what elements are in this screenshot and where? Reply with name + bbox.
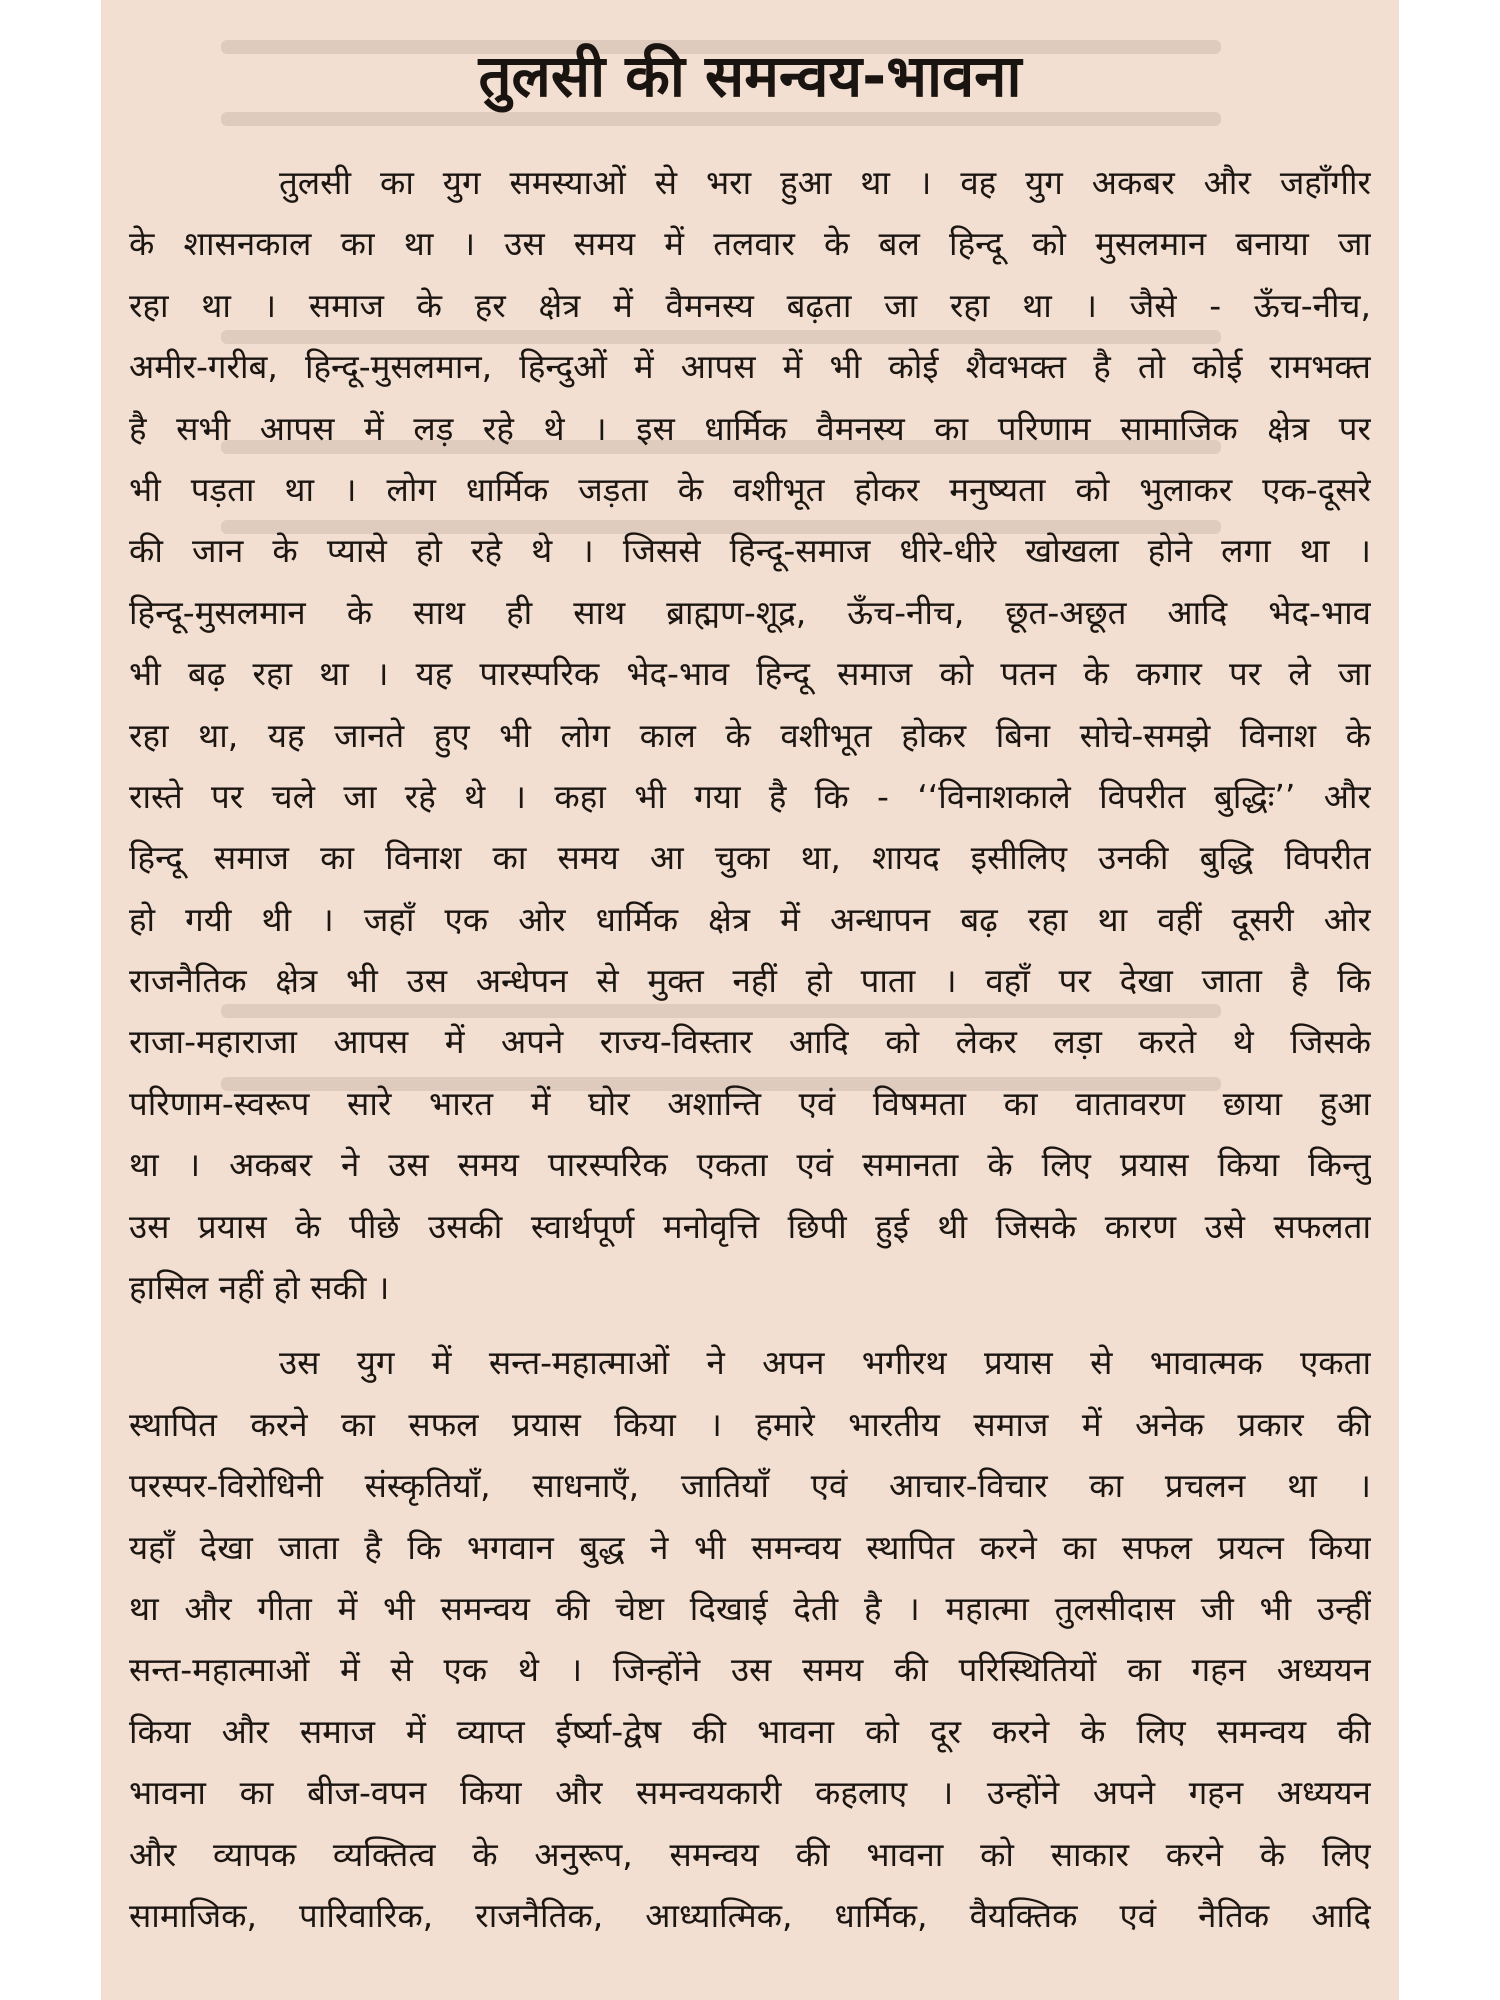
text-line: भी बढ़ रहा था । यह पारस्परिक भेद-भाव हिन्दू समाज को पतन के कगार पर ले जा: [129, 654, 1371, 694]
text-line: स्थापित करने का सफल प्रयास किया । हमारे भारतीय समाज में अनेक प्रकार की: [129, 1404, 1371, 1444]
text-line: था । अकबर ने उस समय पारस्परिक एकता एवं समानता के लिए प्रयास किया किन्तु: [129, 1145, 1371, 1185]
text-line: रहा था । समाज के हर क्षेत्र में वैमनस्य बढ़ता जा रहा था । जैसे - ऊँच-नीच,: [129, 285, 1371, 325]
text-line: परिणाम-स्वरूप सारे भारत में घोर अशान्ति एवं विषमता का वातावरण छाया हुआ: [129, 1083, 1371, 1123]
text-line: की जान के प्यासे हो रहे थे । जिससे हिन्दू-समाज धीरे-धीरे खोखला होने लगा था ।: [129, 531, 1371, 571]
text-line: यहाँ देखा जाता है कि भगवान बुद्ध ने भी समन्वय स्थापित करने का सफल प्रयत्न किया: [129, 1527, 1371, 1567]
text-line: सन्त-महात्माओं में से एक थे । जिन्होंने उस समय की परिस्थितियों का गहन अध्ययन: [129, 1650, 1371, 1690]
text-line: परस्पर-विरोधिनी संस्कृतियाँ, साधनाएँ, जातियाँ एवं आचार-विचार का प्रचलन था ।: [129, 1466, 1371, 1506]
text-line: तुलसी का युग समस्याओं से भरा हुआ था । वह युग अकबर और जहाँगीर: [279, 163, 1371, 202]
text-line: हिन्दू-मुसलमान के साथ ही साथ ब्राह्मण-शूद्र, ऊँच-नीच, छूत-अछूत आदि भेद-भाव: [129, 592, 1371, 632]
text-line: है सभी आपस में लड़ रहे थे । इस धार्मिक वैमनस्य का परिणाम सामाजिक क्षेत्र पर: [129, 408, 1371, 448]
text-line: राजा-महाराजा आपस में अपने राज्य-विस्तार आदि को लेकर लड़ा करते थे जिसके: [129, 1022, 1371, 1062]
text-line: था और गीता में भी समन्वय की चेष्टा दिखाई देती है । महात्मा तुलसीदास जी भी उन्हीं: [129, 1588, 1371, 1628]
paragraph-gap: [129, 1318, 1371, 1332]
text-line: उस युग में सन्त-महात्माओं ने अपन भगीरथ प्रयास से भावात्मक एकता: [279, 1343, 1371, 1383]
text-line: हासिल नहीं हो सकी ।: [129, 1268, 390, 1308]
paragraph-2: [129, 1332, 1371, 1946]
text-line: रास्ते पर चले जा रहे थे । कहा भी गया है कि - ‘‘विनाशकाले विपरीत बुद्धिः’’ और: [129, 776, 1371, 816]
text-line: भावना का बीज-वपन किया और समन्वयकारी कहलाए । उन्होंने अपने गहन अध्ययन: [129, 1773, 1371, 1813]
book-page: [101, 0, 1399, 2000]
text-line: हो गयी थी । जहाँ एक ओर धार्मिक क्षेत्र में अन्धापन बढ़ रहा था वहीं दूसरी ओर: [129, 899, 1371, 939]
text-line: हिन्दू समाज का विनाश का समय आ चुका था, शायद इसीलिए उनकी बुद्धि विपरीत: [129, 838, 1371, 878]
page-title: तुलसी की समन्वय-भावना: [478, 42, 1022, 110]
text-line: उस प्रयास के पीछे उसकी स्वार्थपूर्ण मनोवृत्ति छिपी हुई थी जिसके कारण उसे सफलता: [129, 1206, 1371, 1246]
text-line: रहा था, यह जानते हुए भी लोग काल के वशीभूत होकर बिना सोचे-समझे विनाश के: [129, 715, 1371, 755]
body-text: [129, 152, 1371, 1946]
text-line: भी पड़ता था । लोग धार्मिक जड़ता के वशीभूत होकर मनुष्यता को भुलाकर एक-दूसरे: [129, 469, 1371, 509]
paragraph-1: [129, 152, 1371, 1318]
text-line: अमीर-गरीब, हिन्दू-मुसलमान, हिन्दुओं में आपस में भी कोई शैवभक्त है तो कोई रामभक्त: [129, 347, 1371, 387]
text-line: किया और समाज में व्याप्त ईर्ष्या-द्वेष की भावना को दूर करने के लिए समन्वय की: [129, 1711, 1371, 1751]
text-line: सामाजिक, पारिवारिक, राजनैतिक, आध्यात्मिक, धार्मिक, वैयक्तिक एवं नैतिक आदि: [129, 1895, 1371, 1935]
text-line: के शासनकाल का था । उस समय में तलवार के बल हिन्दू को मुसलमान बनाया जा: [129, 224, 1371, 264]
text-line: और व्यापक व्यक्तित्व के अनुरूप, समन्वय की भावना को साकार करने के लिए: [129, 1834, 1371, 1874]
text-line: राजनैतिक क्षेत्र भी उस अन्धेपन से मुक्त नहीं हो पाता । वहाँ पर देखा जाता है कि: [129, 961, 1371, 1001]
